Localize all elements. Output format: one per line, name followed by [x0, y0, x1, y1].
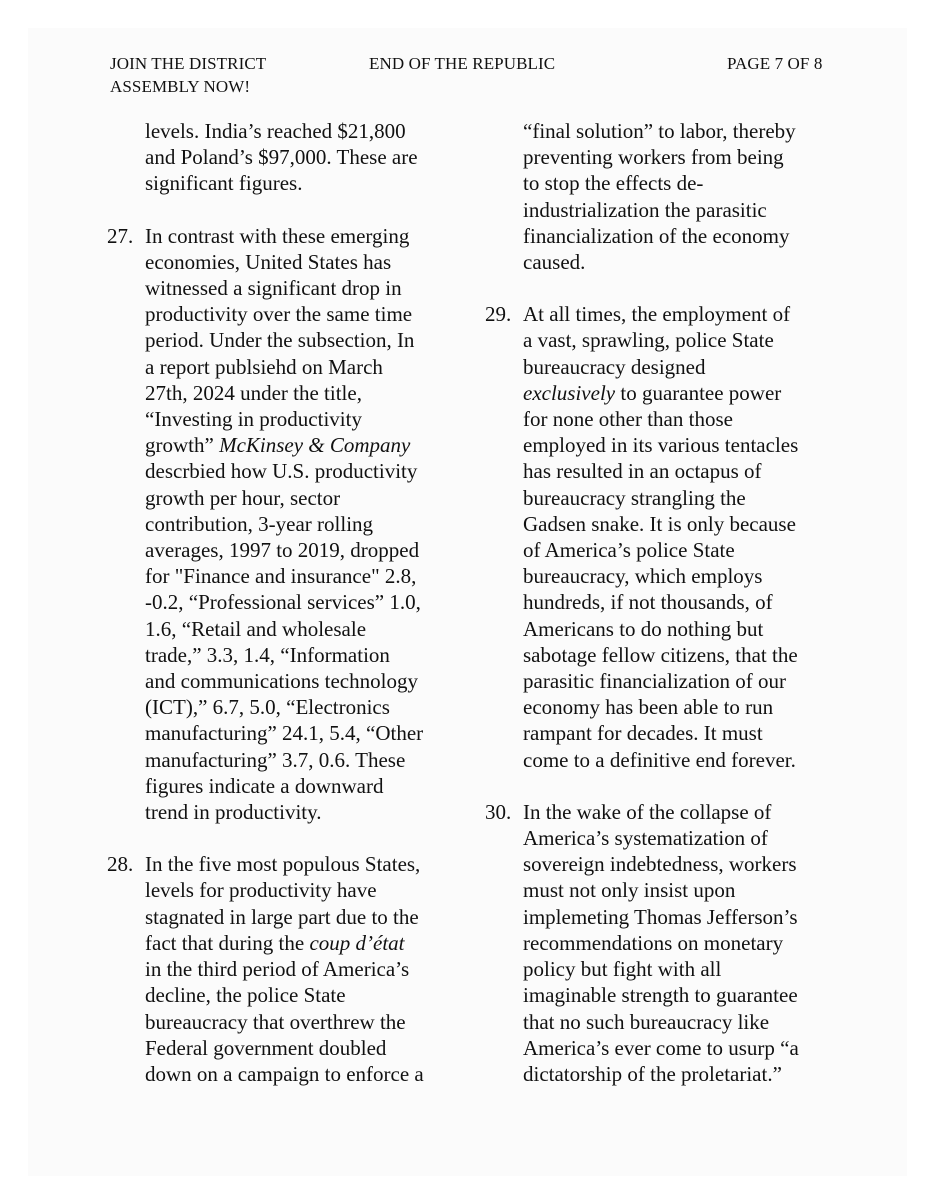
text-fragment: growth” — [145, 433, 220, 458]
text-line — [145, 432, 462, 458]
text-line: witnessed a significant drop in — [145, 276, 402, 301]
text-line: At all times, the employment of — [523, 302, 791, 327]
item-number: 27. — [107, 223, 134, 248]
text-line: 1.6, “Retail and wholesale — [145, 616, 367, 641]
list-item-29 — [485, 301, 840, 773]
text-line: America’s systematization of — [523, 826, 768, 851]
text-line: -0.2, “Professional services” 1.0, — [145, 590, 421, 615]
page-number: PAGE 7 OF 8 — [727, 54, 823, 73]
text-line: economies, United States has — [145, 249, 392, 274]
text-line: to stop the effects de- — [523, 171, 704, 196]
text-fragment: to guarantee power — [615, 380, 782, 405]
text-line: trend in productivity. — [145, 800, 322, 825]
continuation-paragraph — [107, 118, 462, 197]
text-line: economy has been able to run — [523, 695, 774, 720]
text-line: policy but fight with all — [523, 957, 722, 982]
text-line: America’s ever come to usurp “a — [523, 1035, 799, 1060]
text-line: preventing workers from being — [523, 145, 784, 170]
item-text — [523, 799, 840, 1087]
text-line: sovereign indebtedness, workers — [523, 852, 797, 877]
text-line: “Investing in productivity — [145, 407, 362, 432]
text-line: figures indicate a downward — [145, 773, 384, 798]
text-line: and communications technology — [145, 669, 418, 694]
text-line: levels for productivity have — [145, 878, 377, 903]
right-column — [485, 118, 840, 1113]
item-text — [145, 851, 462, 1087]
text-line: productivity over the same time — [145, 302, 413, 327]
text-line: down on a campaign to enforce a — [145, 1061, 424, 1086]
text-line: period. Under the subsection, In — [145, 328, 415, 353]
text-line: Gadsen snake. It is only because — [523, 511, 796, 536]
text-line: a vast, sprawling, police State — [523, 328, 774, 353]
list-item-30 — [485, 799, 840, 1087]
item-number: 28. — [107, 852, 134, 877]
continuation-paragraph — [485, 118, 840, 275]
text-line: “final solution” to labor, thereby — [523, 119, 796, 143]
text-line: decline, the police State — [145, 983, 346, 1008]
text-line — [145, 930, 462, 956]
header-title: END OF THE REPUBLIC — [369, 54, 556, 73]
item-text — [523, 301, 840, 773]
text-line: must not only insist upon — [523, 878, 736, 903]
text-line: significant figures. — [145, 171, 303, 196]
text-line: descrbied how U.S. productivity — [145, 459, 418, 484]
text-line: manufacturing” 24.1, 5.4, “Other — [145, 721, 424, 746]
text-line: bureaucracy, which employs — [523, 564, 763, 589]
text-line: imaginable strength to guarantee — [523, 983, 798, 1008]
text-line: 27th, 2024 under the title, — [145, 380, 362, 405]
text-line: a report publsiehd on March — [145, 354, 383, 379]
italic-phrase: coup d’état — [309, 930, 405, 955]
text-line: rampant for decades. It must — [523, 721, 763, 746]
text-line: bureaucracy strangling the — [523, 485, 746, 510]
header-left-line: JOIN THE DISTRICT — [110, 54, 267, 73]
text-line — [523, 380, 840, 406]
text-line: (ICT),” 6.7, 5.0, “Electronics — [145, 695, 390, 720]
left-column — [107, 118, 462, 1113]
text-line: Americans to do nothing but — [523, 616, 764, 641]
text-line: In the five most populous States, — [145, 852, 421, 877]
text-line: trade,” 3.3, 1.4, “Information — [145, 642, 390, 667]
text-line: dictatorship of the proletariat.” — [523, 1061, 782, 1086]
text-line: averages, 1997 to 2019, dropped — [145, 538, 420, 563]
text-line: growth per hour, sector — [145, 485, 341, 510]
text-line: for none other than those — [523, 407, 733, 432]
text-line: for "Finance and insurance" 2.8, — [145, 564, 417, 589]
italic-source-name: McKinsey & Company — [219, 433, 411, 458]
text-line: sabotage fellow citizens, that the — [523, 642, 798, 667]
text-line: in the third period of America’s — [145, 957, 410, 982]
text-line: In contrast with these emerging — [145, 223, 410, 248]
text-line: contribution, 3-year rolling — [145, 511, 374, 536]
text-line: recommendations on monetary — [523, 930, 784, 955]
text-line: stagnated in large part due to the — [145, 904, 419, 929]
text-line: parasitic financialization of our — [523, 669, 786, 694]
text-line: that no such bureaucracy like — [523, 1009, 770, 1034]
list-item-27 — [107, 223, 462, 826]
text-line: bureaucracy that overthrew the — [145, 1009, 406, 1034]
text-line: financialization of the economy — [523, 223, 790, 248]
item-number: 29. — [485, 302, 512, 327]
item-number: 30. — [485, 799, 512, 824]
text-line: come to a definitive end forever. — [523, 747, 796, 772]
item-text — [145, 223, 462, 826]
header-left-line: ASSEMBLY NOW! — [110, 77, 251, 96]
text-line: bureaucracy designed — [523, 354, 706, 379]
text-line: industrialization the parasitic — [523, 197, 767, 222]
text-line: caused. — [523, 250, 586, 275]
text-fragment: fact that during the — [145, 930, 310, 955]
text-line: Federal government doubled — [145, 1035, 387, 1060]
text-line: implemeting Thomas Jefferson’s — [523, 904, 798, 929]
text-line: In the wake of the collapse of — [523, 799, 772, 824]
italic-word: exclusively — [523, 380, 616, 405]
text-line: and Poland’s $97,000. These are — [145, 145, 418, 170]
text-line: has resulted in an octapus of — [523, 459, 762, 484]
text-line: levels. India’s reached $21,800 — [145, 119, 406, 143]
text-line: employed in its various tentacles — [523, 433, 799, 458]
header-left — [110, 52, 310, 98]
text-line: manufacturing” 3.7, 0.6. These — [145, 747, 406, 772]
text-line: of America’s police State — [523, 538, 735, 563]
list-item-28 — [107, 851, 462, 1087]
text-line: hundreds, if not thousands, of — [523, 590, 773, 615]
